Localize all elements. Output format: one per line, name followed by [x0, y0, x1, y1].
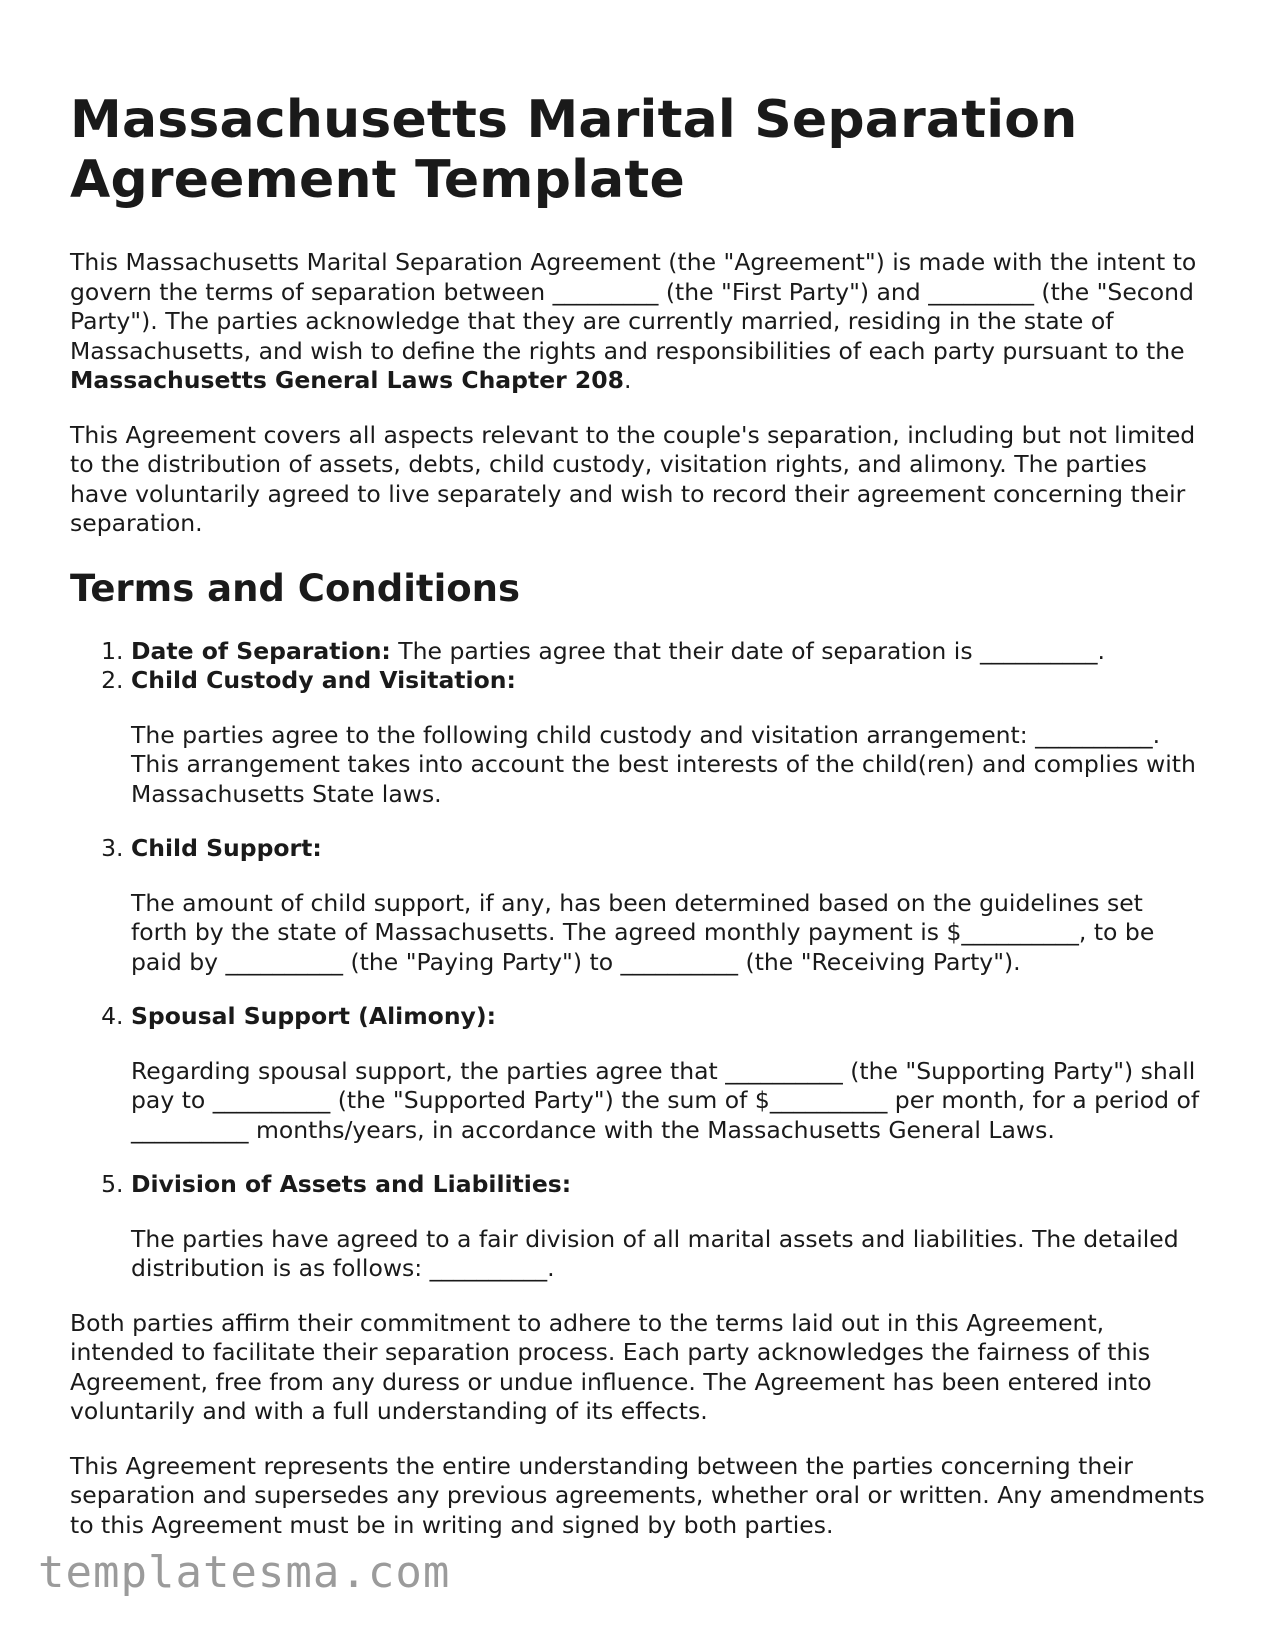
term-label: Division of Assets and Liabilities:	[131, 1170, 572, 1198]
intro-paragraph-2: This Agreement covers all aspects relevant to the couple's separation, including but not limited to the distribution of assets, debts, child custody, visitation rights, and alimony. The parties have voluntarily agreed to live separately and wish to record their agreement concerning their separation.	[70, 420, 1196, 537]
term-text: The parties have agreed to a fair division of all marital assets and liabilities. The detailed distribution is as follows: __________.	[131, 1224, 1179, 1282]
term-item-child-support	[131, 834, 1205, 977]
statute-reference: Massachusetts General Laws Chapter 208	[70, 366, 624, 394]
watermark: templatesma.com	[38, 1547, 451, 1598]
term-label: Child Support:	[131, 834, 322, 862]
intro-paragraph-1-text: This Massachusetts Marital Separation Agreement (the "Agreement") is made with the intent to govern the terms of separation between _________ (the "First Party") and _________ (the "Second Party"). The parties acknowledge that they are currently married, residing in the state of Massachusetts, and wish to define the rights and responsibilities of each party pursuant to the	[70, 248, 1197, 365]
term-text: The parties agree to the following child custody and visitation arrangement: __________. This arrangement takes into account the best interests of the child(ren) and complies with Massachusetts State laws.	[131, 720, 1196, 808]
closing-paragraph-1: Both parties affirm their commitment to adhere to the terms laid out in this Agreement, intended to facilitate their separation process. Each party acknowledges the fairness of this Agreement, free from any duress or undue influence. The Agreement has been entered into voluntarily and with a full understanding of its effects.	[70, 1308, 1152, 1425]
term-label: Spousal Support (Alimony):	[131, 1002, 497, 1030]
term-item-spousal-support	[131, 1002, 1205, 1145]
intro-paragraph-1-end: .	[623, 366, 632, 394]
document-page	[70, 78, 1205, 1565]
term-text: Regarding spousal support, the parties agree that __________ (the "Supporting Party") shall pay to __________ (the "Supported Party") the sum of $__________ per month, for a period of __________ months/years, in accordance with the Massachusetts General Laws.	[131, 1056, 1200, 1144]
term-item-child-custody	[131, 666, 1205, 809]
term-inline-text: The parties agree that their date of separation is __________.	[390, 636, 1105, 665]
intro-paragraph-1	[70, 248, 1205, 396]
term-label: Child Custody and Visitation:	[131, 666, 516, 694]
term-item-date-of-separation	[131, 637, 1205, 667]
term-text: The amount of child support, if any, has been determined based on the guidelines set forth by the state of Massachusetts. The agreed monthly payment is $__________, to be paid by __________ (the "Paying Party") to __________ (the "Receiving Party").	[131, 888, 1155, 976]
closing-paragraph-2: This Agreement represents the entire understanding between the parties concerning their separation and supersedes any previous agreements, whether oral or written. Any amendments to this Agreement must be in writing and signed by both parties.	[70, 1451, 1205, 1539]
terms-list	[70, 637, 1205, 1284]
term-label: Date of Separation:	[131, 636, 391, 665]
terms-heading: Terms and Conditions	[70, 566, 521, 610]
page-title: Massachusetts Marital Separation Agreement Template	[70, 90, 1078, 210]
term-item-division-of-assets	[131, 1170, 1205, 1284]
